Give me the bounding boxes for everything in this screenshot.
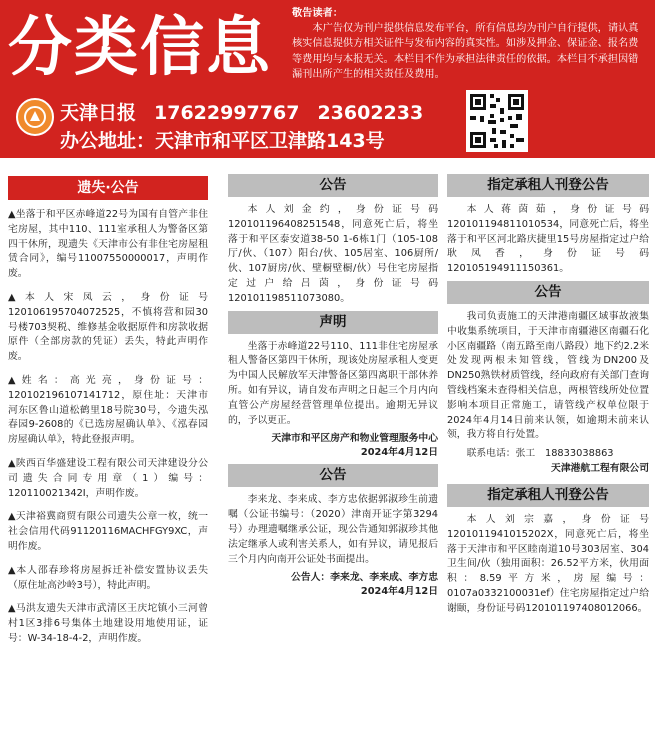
tenant-notice-heading: 指定承租人刊登公告 bbox=[447, 484, 649, 507]
tenant-notice-text: 本人刘宗嘉，身份证号120101194101520​2X，同意死亡后，将坐落于天津市和平区睦南道10号303居室、304卫生间/伙（独用面积：26.52平方米，伙用面积：8.59平方米，房屋编号：0107a0332100031ef）住宅房屋指定过户给谢颐，身份证号码120101197408012066。 bbox=[447, 513, 649, 614]
office-address: 办公地址：天津市和平区卫津路143号 bbox=[60, 130, 385, 152]
notice-text: 本人刘金约，身份证号码120101196408251548，同意死亡后，将坐落于和平区泰安道38-50 1-6栋1门（105-108厅/伙、（107）阳台/伙、105居室、106厨所/伙、107厨房/伙、壁橱壁橱/伙）号住宅房屋指定过户给吕茵，身份证号码120101198511073080。 bbox=[228, 204, 438, 304]
seal-icon bbox=[16, 98, 54, 136]
warning-text: 本广告仅为刊户提供信息发布平台，所有信息均为刊户自行提供，请认真核实信息提供方相关证件与发布内容的真实性。如涉及押金、保证金、报名费等费用均与本报无关。本栏目不作为承担法律责任的依据。本栏目不承担因错漏刊出所产生的相关责任及费用。 bbox=[292, 23, 639, 80]
list-item: ▲天津裕冀商贸有限公司遗失公章一枚，统一社会信用代码91120116MACHFGY9XC，声明作废。 bbox=[8, 511, 208, 552]
warning-title: 敬告读者： bbox=[292, 8, 343, 19]
declaration-heading: 声明 bbox=[228, 311, 438, 334]
list-item: ▲姓名：高光亮，身份证号：120102196107141712，原住址：天津市河东区鲁山道松鹤里18号院30号，今遗失泓春园9-2608的《已选房屋确认单》、《泓春园房屋确认单》，特此登报声明。 bbox=[8, 374, 208, 446]
tenant-notice-text: 本人蒋茵茹，身份证号码120101194811010534，同意死亡后，将坐落于和平区河北路庆捷里15号房屋指定过户给耿凤香，身份证号码120105194911150361。 bbox=[447, 204, 649, 275]
notice-heading: 公告 bbox=[228, 464, 438, 487]
contact-line bbox=[60, 98, 441, 125]
declaration-date: 2024年4月12日 bbox=[360, 447, 438, 459]
list-item: ▲坐落于和平区赤峰道22号为国有自管产非住宅房屋，其中110、111室承租人为警备区第四干休所，现遗失《天津市公有非住宅房屋租赁合同》，编号11007550000017，声明作废。 bbox=[8, 209, 208, 280]
notice-signer: 天津港航工程有限公司 bbox=[551, 462, 649, 474]
notice-text: 李来龙、李来成、李方忠依据郭淑珍生前遗嘱（公证书编号：（2020）津南开证字第3294号）办理遗嘱继承公证，现公告通知郭淑珍其他法定继承人或利害关系人，如有异议，请见报后三个月内向南开公证处书面提出。 bbox=[228, 494, 438, 565]
notice-signer: 公告人：李来龙、李来成、李方忠 bbox=[291, 572, 438, 584]
left-column bbox=[8, 170, 208, 656]
list-item: ▲本人宋凤云，身份证号120106195704072525，不慎将营和园30号楼703契税、维修基金收据原件和房款收据原件（全部房款的凭证）丢失，特此声明作废。 bbox=[8, 291, 208, 363]
lost-notice-heading: 遗失·公告 bbox=[8, 176, 208, 200]
phone-2: 23602233 bbox=[317, 102, 424, 124]
tenant-notice-heading: 指定承租人刊登公告 bbox=[447, 174, 649, 197]
notice-date: 2024年4月12日 bbox=[360, 586, 438, 598]
notice-contact: 联系电话：张工 18833038863 bbox=[466, 448, 614, 460]
declaration-text: 坐落于赤峰道22号110、111非住宅房屋承租人警备区第四干休所，现该处房屋承租人变更为中国人民解放军天津警备区第四离职干部休养所。如有异议，请自发布声明之日起三个月内向直管公产房屋经营管理单位提出。逾期无异议的，予以更正。 bbox=[228, 340, 438, 426]
notice-heading: 公告 bbox=[228, 174, 438, 197]
reader-warning bbox=[292, 6, 648, 82]
list-item: ▲马洪友遗失天津市武清区王庆坨镇小三河曾村1区3排6号集体土地建设用地使用证，证号：W-34-18-4-2，声明作废。 bbox=[8, 603, 208, 644]
phone-1: 17622997767 bbox=[154, 102, 300, 124]
notice-text: 我司负责施工的天津港南疆区域事故液集中收集系统项目，于天津市南疆港区南疆石化小区南疆路（南五路至南八路段）地下约2.2米处发现两根未知管线，管线为DN200及DN250熟铁材质管线，经向政府有关部门查询管线档案未查得相关信息，两根管线所处位置影响本项目正常施工，请管线产权单位限于2024年4月14日前来认领，如逾期未前来认领，我方将自行处置。 bbox=[447, 310, 649, 441]
right-column bbox=[447, 170, 649, 621]
middle-column bbox=[228, 170, 438, 599]
header-banner bbox=[0, 0, 655, 158]
section-title: 分类信息 bbox=[8, 10, 272, 85]
qr-code-icon bbox=[466, 90, 528, 152]
list-item: ▲本人邵春珍将房屋拆迁补偿安置协议丢失（原住址高沙岭3号），特此声明。 bbox=[8, 564, 208, 591]
declaration-signer: 天津市和平区房产和物业管理服务中心 bbox=[271, 433, 438, 445]
notice-heading: 公告 bbox=[447, 281, 649, 304]
paper-name: 天津日报 bbox=[60, 102, 137, 124]
list-item: ▲陕西百华盛建设工程有限公司天津建设分公司遗失合同专用章（1）编号：120110021342I，声明作废。 bbox=[8, 457, 208, 499]
